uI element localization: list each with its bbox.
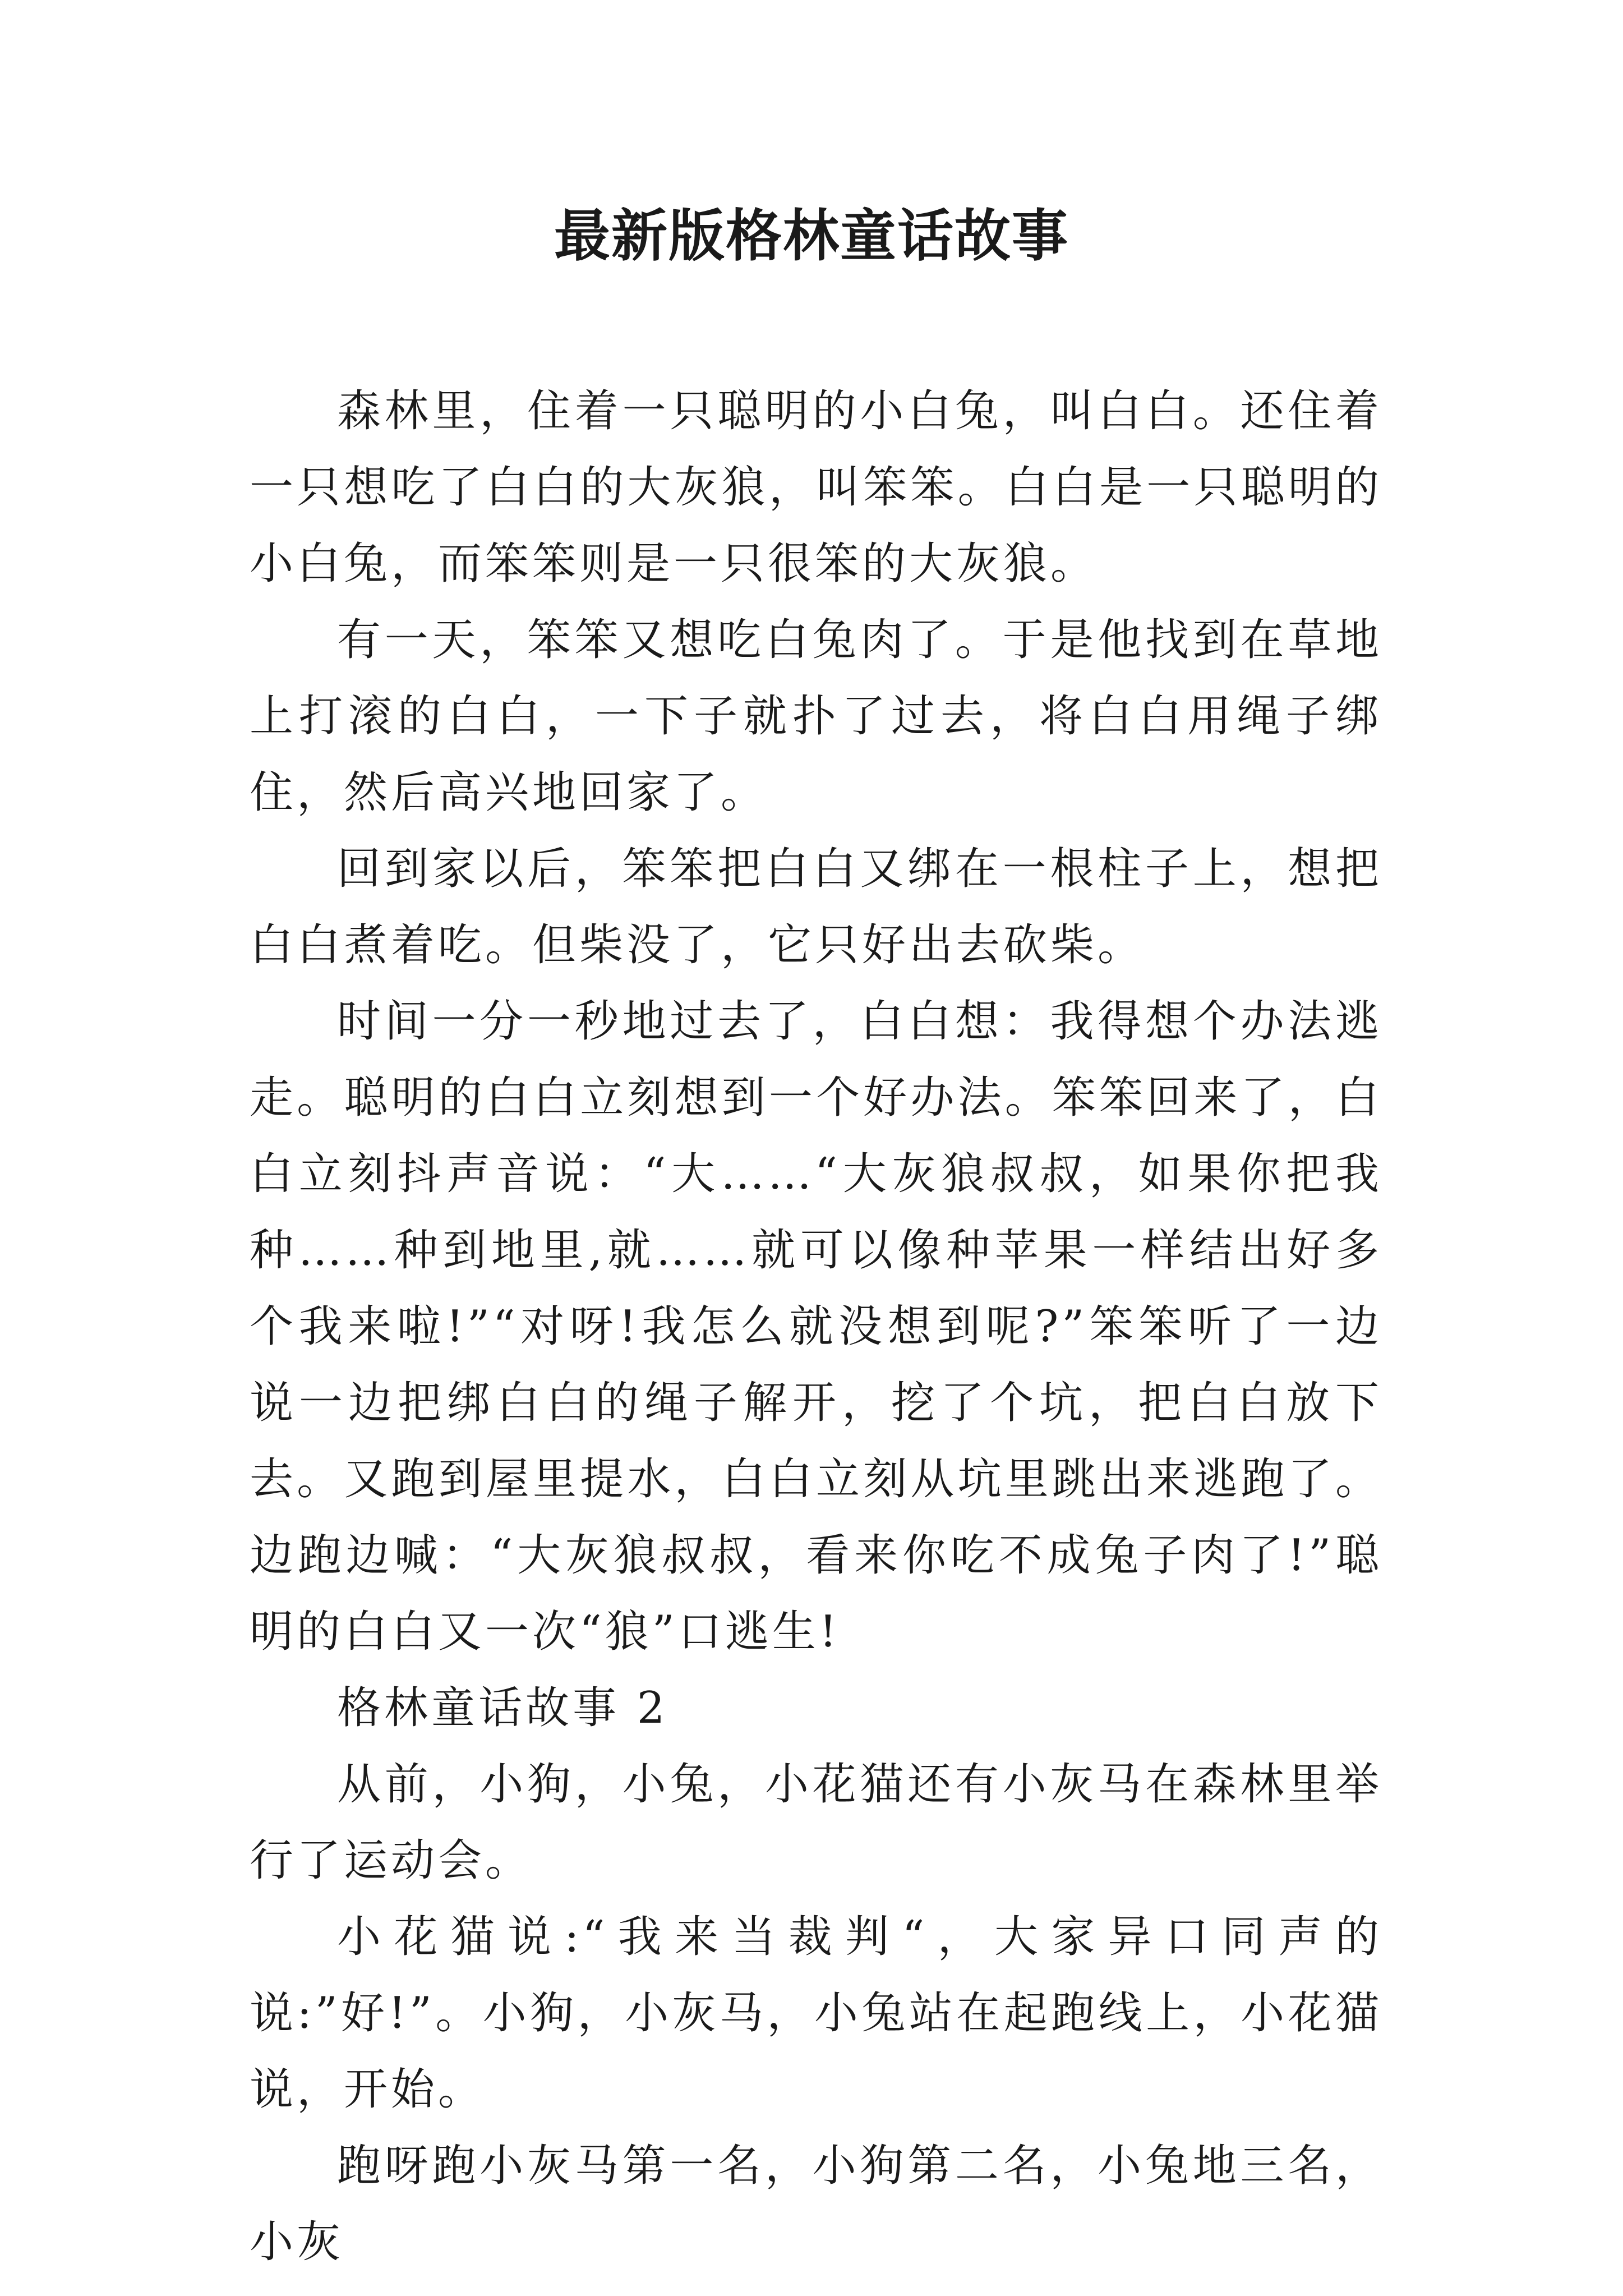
paragraph: 小花猫说:“我来当裁判“，大家异口同声的说:”好!”。小狗，小灰马，小兔站在起跑线上，小花猫说，开始。: [250, 1912, 1382, 2115]
paragraph: 森林里，住着一只聪明的小白兔，叫白白。还住着一只想吃了白白的大灰狼，叫笨笨。白白是一只聪明的小白兔，而笨笨则是一只很笨的大灰狼。: [250, 386, 1382, 589]
paragraph: 回到家以后，笨笨把白白又绑在一根柱子上，想把白白煮着吃。但柴没了，它只好出去砍柴。: [250, 844, 1382, 970]
document-title: 最新版格林童话故事: [554, 203, 1069, 269]
section-heading: 格林童话故事 2: [337, 1683, 668, 1733]
paragraph: 从前，小狗，小兔，小花猫还有小灰马在森林里举行了运动会。: [250, 1759, 1382, 1886]
paragraph: 时间一分一秒地过去了，白白想：我得想个办法逃走。聪明的白白立刻想到一个好办法。笨笨回来了，白白立刻抖声音说：“大……“大灰狼叔叔，如果你把我种……种到地里,就……就可以像种苹果一样结出好多个我来啦!”“对呀!我怎么就没想到呢?”笨笨听了一边说一边把绑白白的绳子解开，挖了个坑，把白白放下去。又跑到屋里提水，白白立刻从坑里跳出来逃跑了。边跑边喊：“大灰狼叔叔，看来你吃不成兔子肉了!”聪明的白白又一次“狼”口逃生!: [250, 996, 1382, 1657]
paragraph: 跑呀跑小灰马第一名，小狗第二名，小兔地三名，小灰: [250, 2141, 1382, 2267]
document-body: [250, 373, 1382, 2280]
paragraph: 有一天，笨笨又想吃白兔肉了。于是他找到在草地上打滚的白白，一下子就扑了过去，将白白用绳子绑住，然后高兴地回家了。: [250, 615, 1382, 818]
